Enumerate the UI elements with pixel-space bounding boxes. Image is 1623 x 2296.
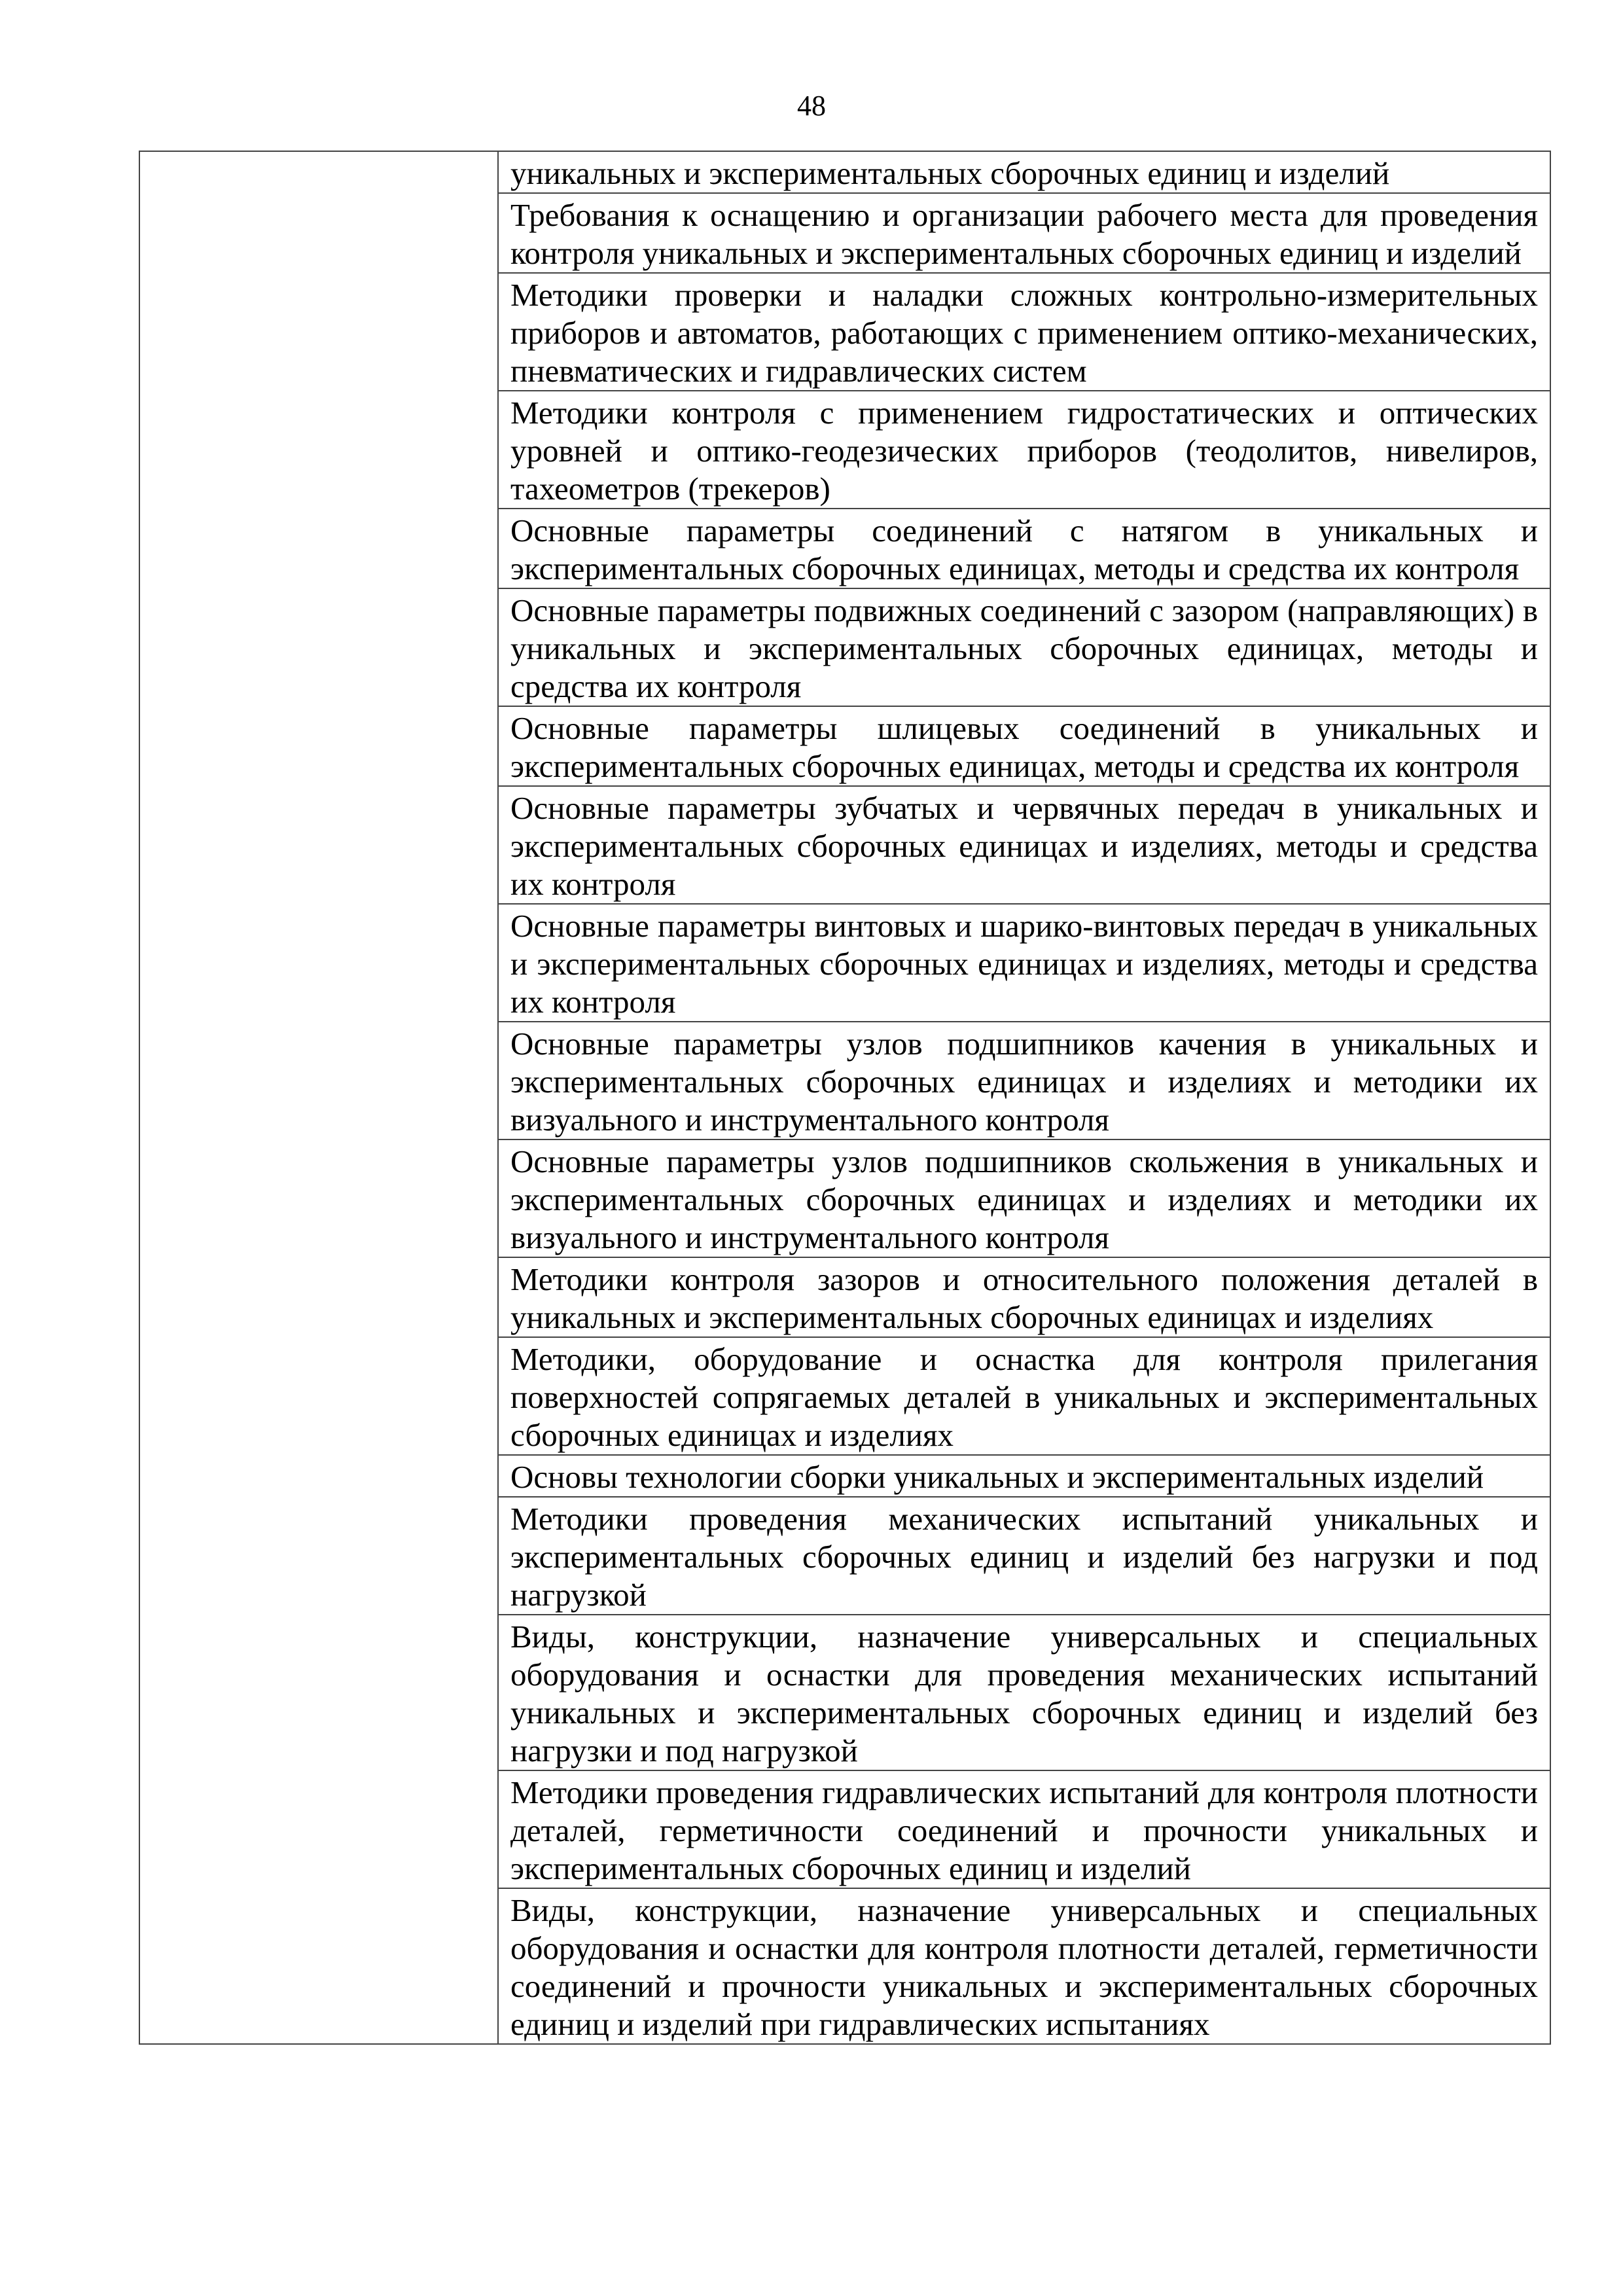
list-item: Методики, оборудование и оснастка для контроля прилегания поверхностей сопрягаемых деталей в уникальных и экспериментальных сборочных единицах и изделиях <box>499 1338 1550 1456</box>
list-item: Основные параметры соединений с натягом в уникальных и экспериментальных сборочных единицах, методы и средства их контроля <box>499 509 1550 589</box>
list-item: Основные параметры винтовых и шарико-винтовых передач в уникальных и экспериментальных сборочных единицах и изделиях, методы и средства их контроля <box>499 905 1550 1022</box>
list-item: Методики проведения механических испытаний уникальных и экспериментальных сборочных единиц и изделий без нагрузки и под нагрузкой <box>499 1498 1550 1615</box>
list-item: Методики контроля зазоров и относительного положения деталей в уникальных и экспериментальных сборочных единицах и изделиях <box>499 1258 1550 1338</box>
list-item: Виды, конструкции, назначение универсальных и специальных оборудования и оснастки для контроля плотности деталей, герметичности соединений и прочности уникальных и экспериментальных сборочных единиц и изделий при гидравлических испытаниях <box>510 1892 1538 2042</box>
table-row <box>139 151 1550 2044</box>
list-item: Основные параметры шлицевых соединений в уникальных и экспериментальных сборочных единицах, методы и средства их контроля <box>499 707 1550 787</box>
list-item: Основные параметры узлов подшипников скольжения в уникальных и экспериментальных сборочных единицах и изделиях и методики их визуального и инструментального контроля <box>499 1140 1550 1258</box>
list-item: Основные параметры зубчатых и червячных передач в уникальных и экспериментальных сборочных единицах и изделиях, методы и средства их контроля <box>499 787 1550 905</box>
list-item: Основные параметры подвижных соединений с зазором (направляющих) в уникальных и экспериментальных сборочных единицах, методы и средства их контроля <box>499 589 1550 707</box>
list-item: Основные параметры узлов подшипников качения в уникальных и экспериментальных сборочных единицах и изделиях и методики их визуального и инструментального контроля <box>499 1022 1550 1140</box>
list-item: Виды, конструкции, назначение универсальных и специальных оборудования и оснастки для проведения механических испытаний уникальных и экспериментальных сборочных единиц и изделий без нагрузки и под нагрузкой <box>499 1615 1550 1771</box>
right-column-cell <box>498 151 1550 2044</box>
list-item: Требования к оснащению и организации рабочего места для проведения контроля уникальных и экспериментальных сборочных единиц и изделий <box>499 194 1550 274</box>
list-item: Методики проведения гидравлических испытаний для контроля плотности деталей, герметичности соединений и прочности уникальных и экспериментальных сборочных единиц и изделий <box>499 1771 1550 1889</box>
list-item: Основы технологии сборки уникальных и экспериментальных изделий <box>499 1456 1550 1498</box>
left-column-cell <box>139 151 498 2044</box>
page-number: 48 <box>797 90 826 122</box>
list-item: Методики проверки и наладки сложных контрольно-измерительных приборов и автоматов, работающих с применением оптико-механических, пневматических и гидравлических систем <box>499 274 1550 391</box>
list-item: уникальных и экспериментальных сборочных единиц и изделий <box>499 152 1550 194</box>
list-item: Методики контроля с применением гидростатических и оптических уровней и оптико-геодезических приборов (теодолитов, нивелиров, тахеометров (трекеров) <box>499 391 1550 509</box>
requirements-table <box>139 151 1551 2045</box>
